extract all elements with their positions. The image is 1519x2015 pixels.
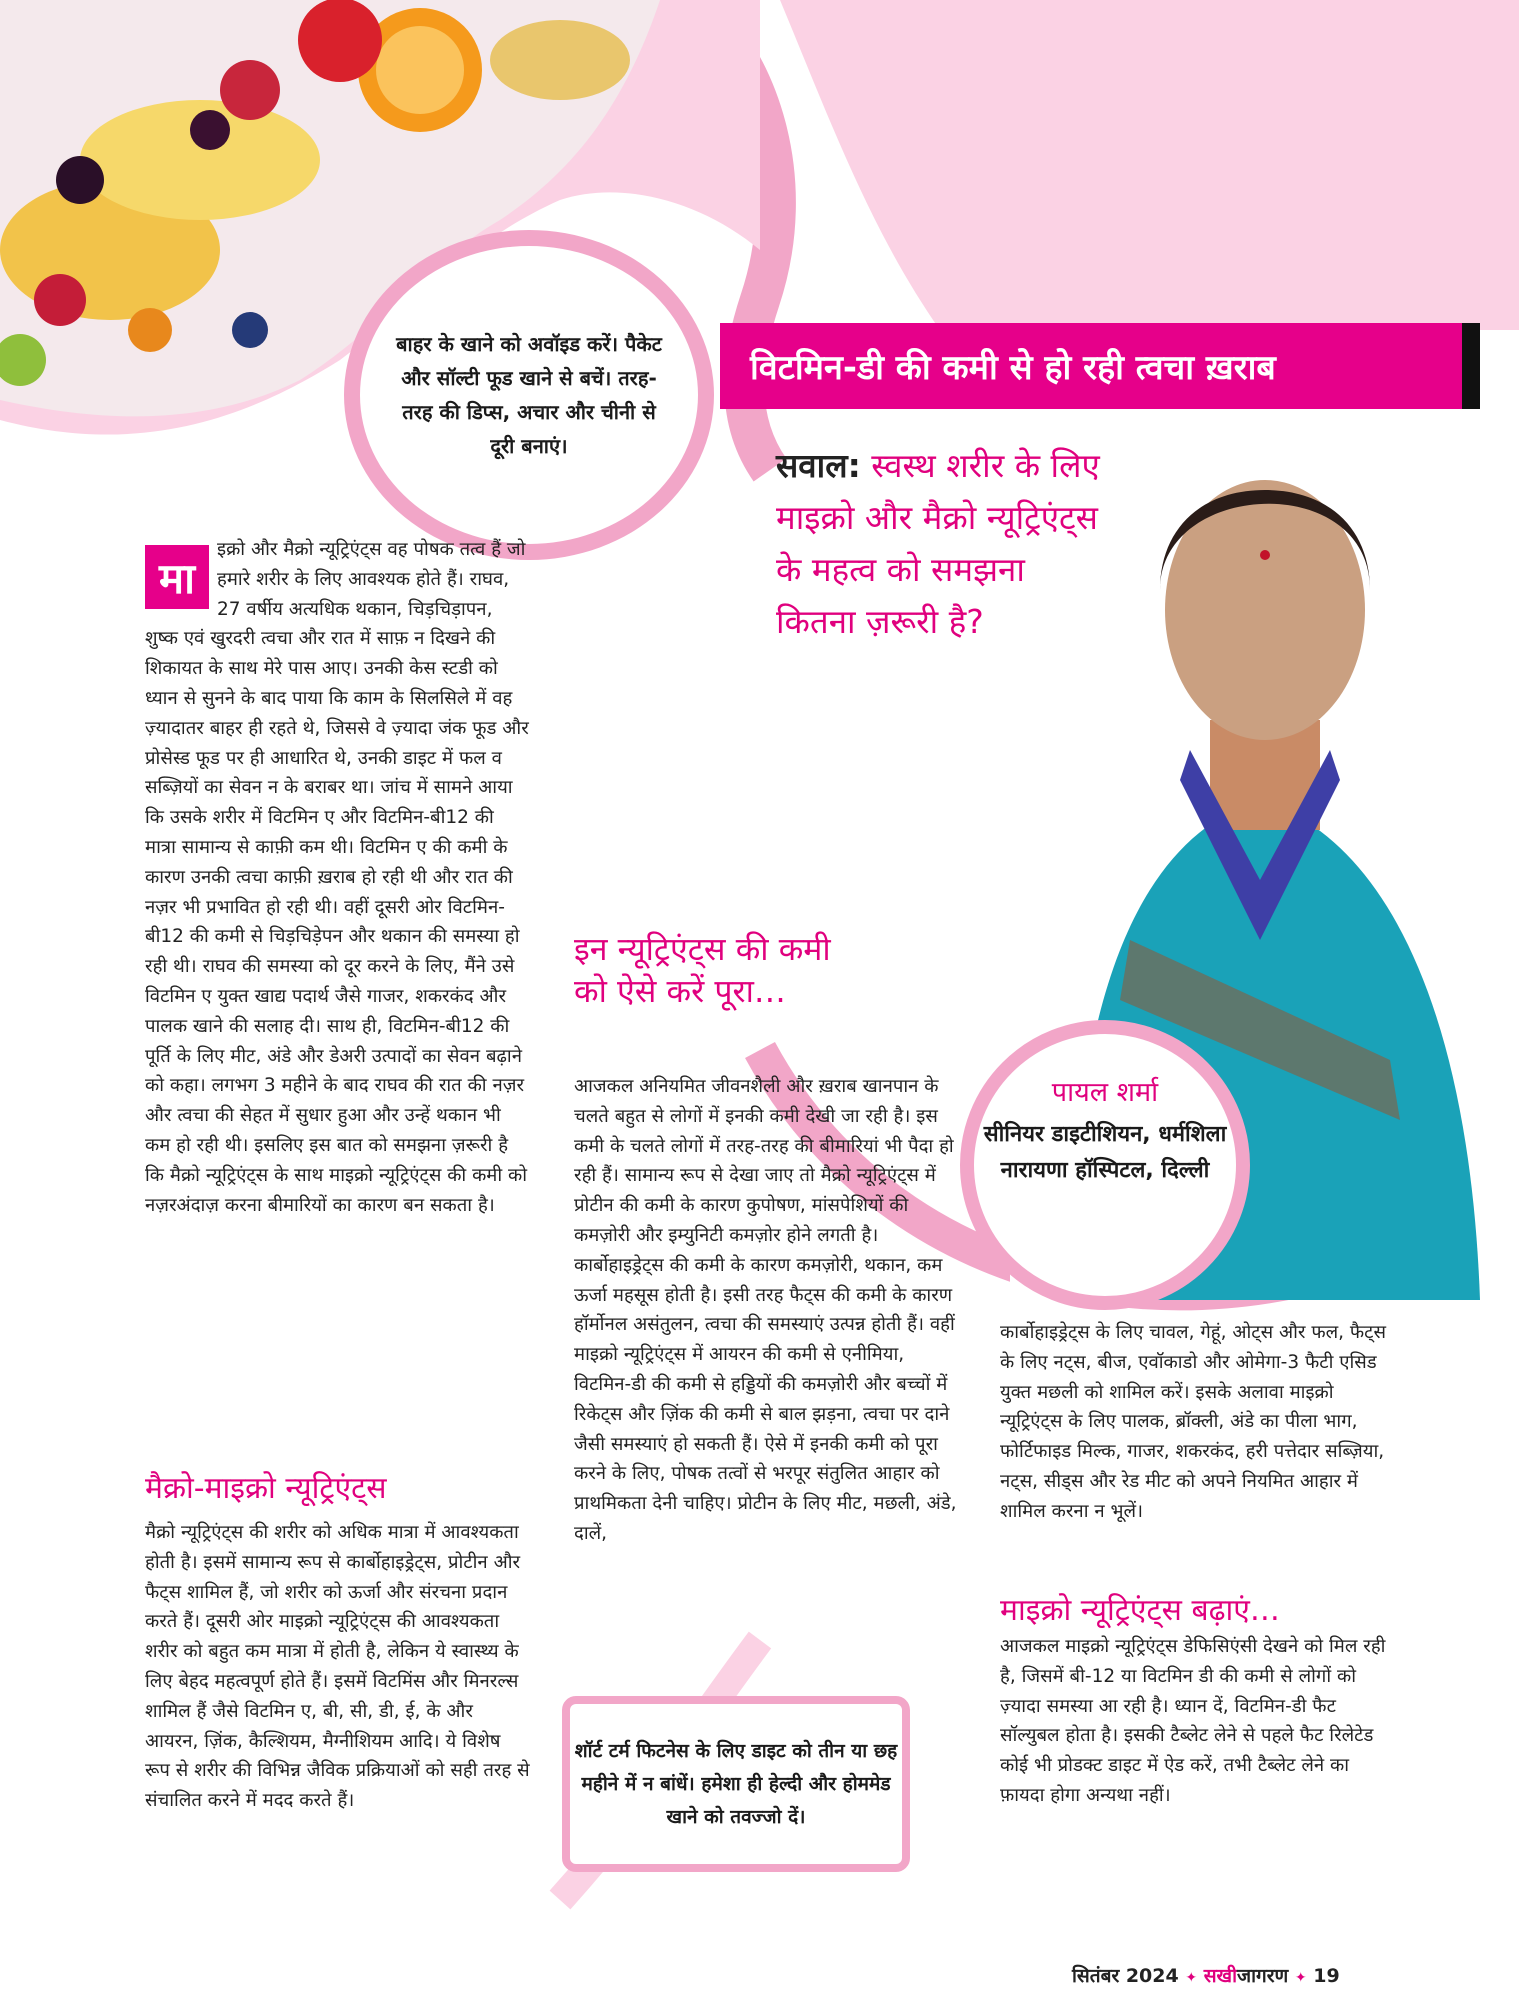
column-3-lower-text: आजकल माइक्रो न्यूट्रिएंट्स डेफिसिएंसी देखने को मिल रही है, जिसमें बी-12 या विटमिन डी की कमी से लोगों को ज़्यादा समस्या आ रही है। ध्यान दें, विटमिन-डी फैट सॉल्युबल होता है। इसकी टैब्लेट लेने से पहले फैट रिलेटेड कोई भी प्रोडक्ट डाइट में ऐड करें, तभी टैब्लेट लेने का फ़ायदा होगा अन्यथा नहीं। bbox=[1000, 1636, 1386, 1806]
headline-end-block bbox=[1462, 323, 1480, 409]
author-role: सीनियर डाइटीशियन, धर्मशिला नारायणा हॉस्पिटल, दिल्ली bbox=[983, 1122, 1227, 1183]
column-3-lower bbox=[1000, 1632, 1395, 1811]
column-3 bbox=[1000, 1318, 1395, 1527]
page-footer bbox=[1072, 1962, 1340, 1988]
question-text: स्वस्थ शरीर के लिए माइक्रो और मैक्रो न्यूट्रिएंट्स के महत्व को समझना कितना ज़रूरी है? bbox=[776, 446, 1100, 641]
tip-circle bbox=[344, 230, 714, 560]
macro-micro-subheading: मैक्रो-माइक्रो न्यूट्रिएंट्स bbox=[145, 1471, 387, 1506]
micro-increase-subheading: माइक्रो न्यूट्रिएंट्स बढ़ाएं… bbox=[1000, 1593, 1280, 1628]
question-block bbox=[776, 440, 1106, 648]
column-1-lower bbox=[145, 1518, 530, 1816]
footer-magazine-a: सखी bbox=[1203, 1965, 1238, 1987]
headline-banner bbox=[720, 323, 1462, 409]
author-name: पायल शर्मा bbox=[1051, 1077, 1159, 1108]
headline-text: विटमिन-डी की कमी से हो रही त्वचा ख़राब bbox=[750, 348, 1276, 388]
star-icon: ✦ bbox=[1294, 1970, 1307, 1986]
footer-page-number: 19 bbox=[1313, 1965, 1340, 1987]
column-2-text: आजकल अनियमित जीवनशैली और ख़राब खानपान के चलते बहुत से लोगों में इनकी कमी देखी जा रही है। इस कमी के चलते लोगों में तरह-तरह की बीमारियां भी पैदा हो रही हैं। सामान्य रूप से देखा जाए तो मैक्रो न्यूट्रिएंट्स में प्रोटीन की कमी के कारण कुपोषण, मांसपेशियों की कमज़ोरी और इम्युनिटी कमज़ोर होने लगती है। कार्बोहाइड्रेट्स की कमी के कारण कमज़ोरी, थकान, कम ऊर्जा महसूस होती है। इसी तरह फैट्स की कमी के कारण हॉर्मोनल असंतुलन, त्वचा की समस्याएं उत्पन्न होती हैं। वहीं माइक्रो न्यूट्रिएंट्स में आयरन की कमी से एनीमिया, विटमिन-डी की कमी से हड्डियों की कमज़ोरी और बच्चों में रिकेट्स और ज़िंक की कमी से बाल झड़ना, त्वचा पर दाने जैसी समस्याएं हो सकती हैं। ऐसे में इनकी कमी को पूरा करने के लिए, पोषक तत्वों से भरपूर संतुलित आहार को प्राथमिकता देनी चाहिए। प्रोटीन के लिए मीट, मछली, अंडे, दालें, bbox=[574, 1076, 957, 1544]
deficiency-subheading: इन न्यूट्रिएंट्स की कमी को ऐसे करें पूरा… bbox=[574, 930, 831, 1010]
drop-cap: मा bbox=[145, 545, 209, 609]
column-1-text: इक्रो और मैक्रो न्यूट्रिएंट्स वह पोषक तत्व हैं जो हमारे शरीर के लिए आवश्यक होते हैं। राघव, 27 वर्षीय अत्यधिक थकान, चिड़चिड़ापन, शुष्क एवं खुरदरी त्वचा और रात में साफ़ न दिखने की शिकायत के साथ मेरे पास आए। उनकी केस स्टडी को ध्यान से सुनने के बाद पाया कि काम के सिलसिले में वह ज़्यादातर बाहर ही रहते थे, जिससे वे ज़्यादा जंक फूड और प्रोसेस्ड फूड पर ही आधारित थे, उनकी डाइट में फल व सब्ज़ियों का सेवन न के बराबर था। जांच में सामने आया कि उसके शरीर में विटमिन ए और विटमिन-बी12 की मात्रा सामान्य से काफ़ी कम थी। विटमिन ए की कमी के कारण उनकी त्वचा काफ़ी ख़राब हो रही थी और रात की नज़र भी प्रभावित हो रही थी। वहीं दूसरी ओर विटमिन-बी12 की कमी से चिड़चिड़ेपन और थकान की समस्या हो रही थी। राघव की समस्या को दूर करने के लिए, मैंने उसे विटमिन ए युक्त खाद्य पदार्थ जैसे गाजर, शकरकंद और पालक खाने की सलाह दी। साथ ही, विटमिन-बी12 की पूर्ति के लिए मीट, अंडे और डेअरी उत्पादों का सेवन बढ़ाने को कहा। लगभग 3 महीने के बाद राघव की रात की नज़र और त्वचा की सेहत में सुधार हुआ और उन्हें थकान भी कम हो रही थी। इसलिए इस बात को समझना ज़रूरी है कि मैक्रो न्यूट्रिएंट्स के साथ माइक्रो न्यूट्रिएंट्स की कमी को नज़रअंदाज़ करना बीमारियों का कारण बन सकता है। bbox=[145, 539, 529, 1216]
column-1 bbox=[145, 535, 530, 1220]
short-term-tip-text: शॉर्ट टर्म फिटनेस के लिए डाइट को तीन या छह महीने में न बांधें। हमेशा ही हेल्दी और होममेड खाने को तवज्जो दें। bbox=[574, 1739, 898, 1828]
author-circle bbox=[960, 1020, 1250, 1310]
short-term-tip-box bbox=[562, 1696, 910, 1872]
tip-circle-text: बाहर के खाने को अवॉइड करें। पैकेट और सॉल्टी फूड खाने से बचें। तरह-तरह की डिप्स, अचार और चीनी से दूरी बनाएं। bbox=[396, 332, 662, 458]
column-2 bbox=[574, 1072, 964, 1549]
footer-month: सितंबर 2024 bbox=[1072, 1965, 1179, 1987]
column-1-lower-text: मैक्रो न्यूट्रिएंट्स की शरीर को अधिक मात्रा में आवश्यकता होती है। इसमें सामान्य रूप से कार्बोहाइड्रेट्स, प्रोटीन और फैट्स शामिल हैं, जो शरीर को ऊर्जा और संरचना प्रदान करते हैं। दूसरी ओर माइक्रो न्यूट्रिएंट्स की आवश्यकता शरीर को बहुत कम मात्रा में होती है, लेकिन ये स्वास्थ्य के लिए बेहद महत्वपूर्ण होते हैं। इसमें विटमिंस और मिनरल्स शामिल हैं जैसे विटमिन ए, बी, सी, डी, ई, के और आयरन, ज़िंक, कैल्शियम, मैग्नीशियम आदि। ये विशेष रूप से शरीर की विभिन्न जैविक प्रक्रियाओं को सही तरह से संचालित करने में मदद करते हैं। bbox=[145, 1522, 530, 1812]
column-3-text: कार्बोहाइड्रेट्स के लिए चावल, गेहूं, ओट्स और फल, फैट्स के लिए नट्स, बीज, एवॉकाडो और ओमेगा-3 फैटी एसिड युक्त मछली को शामिल करें। इसके अलावा माइक्रो न्यूट्रिएंट्स के लिए पालक, ब्रॉक्ली, अंडे का पीला भाग, फोर्टिफाइड मिल्क, गाजर, शकरकंद, हरी पत्तेदार सब्ज़िया, नट्स, सीड्स और रेड मीट को अपने नियमित आहार में शामिल करना न भूलें। bbox=[1000, 1322, 1386, 1522]
question-label: सवाल: bbox=[776, 446, 861, 485]
footer-magazine-b: जागरण bbox=[1237, 1965, 1289, 1987]
star-icon: ✦ bbox=[1185, 1970, 1198, 1986]
